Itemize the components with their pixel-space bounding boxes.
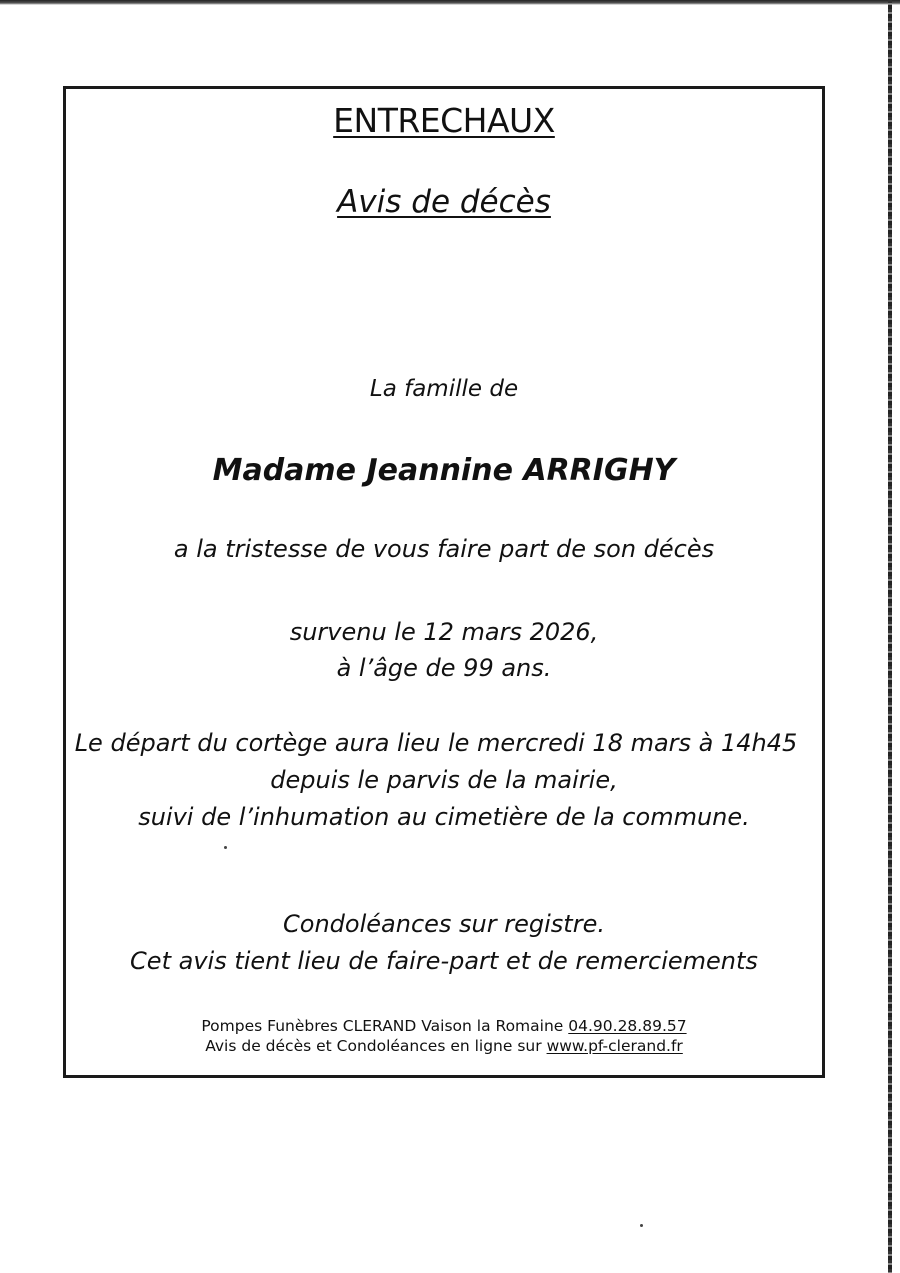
funeral-home-name: Pompes Funèbres CLERAND Vaison la Romaine (201, 1017, 564, 1035)
town-heading: ENTRECHAUX (333, 101, 555, 140)
scan-speck (224, 846, 227, 849)
ceremony-line-3: suivi de l’inhumation au cimetière de la commune. (138, 803, 750, 831)
funeral-home-phone[interactable]: 04.90.28.89.57 (568, 1017, 687, 1035)
announcement-text: a la tristesse de vous faire part de son décès (173, 535, 715, 563)
deceased-name: Madame Jeannine ARRIGHY (212, 453, 676, 488)
notice-type-heading: Avis de décès (337, 184, 551, 220)
funeral-home-line (66, 1017, 822, 1035)
replacement-note: Cet avis tient lieu de faire-part et de remerciements (130, 947, 758, 975)
online-notice-text: Avis de décès et Condoléances en ligne sur (205, 1037, 542, 1055)
ceremony-line-2: depuis le parvis de la mairie, (270, 766, 618, 794)
death-date: survenu le 12 mars 2026, (289, 618, 599, 646)
family-intro: La famille de (369, 376, 519, 402)
deceased-age: à l’âge de 99 ans. (336, 654, 552, 682)
scan-speck (640, 1224, 643, 1227)
death-notice-frame (63, 86, 825, 1078)
online-notice-line (66, 1037, 822, 1055)
scan-right-edge (888, 0, 892, 1273)
ceremony-line-1: Le départ du cortège aura lieu le mercredi 18 mars à 14h45 (74, 729, 798, 757)
condolences-note: Condoléances sur registre. (283, 910, 605, 938)
scan-top-edge (0, 0, 900, 5)
website-link[interactable]: www.pf-clerand.fr (546, 1037, 683, 1055)
